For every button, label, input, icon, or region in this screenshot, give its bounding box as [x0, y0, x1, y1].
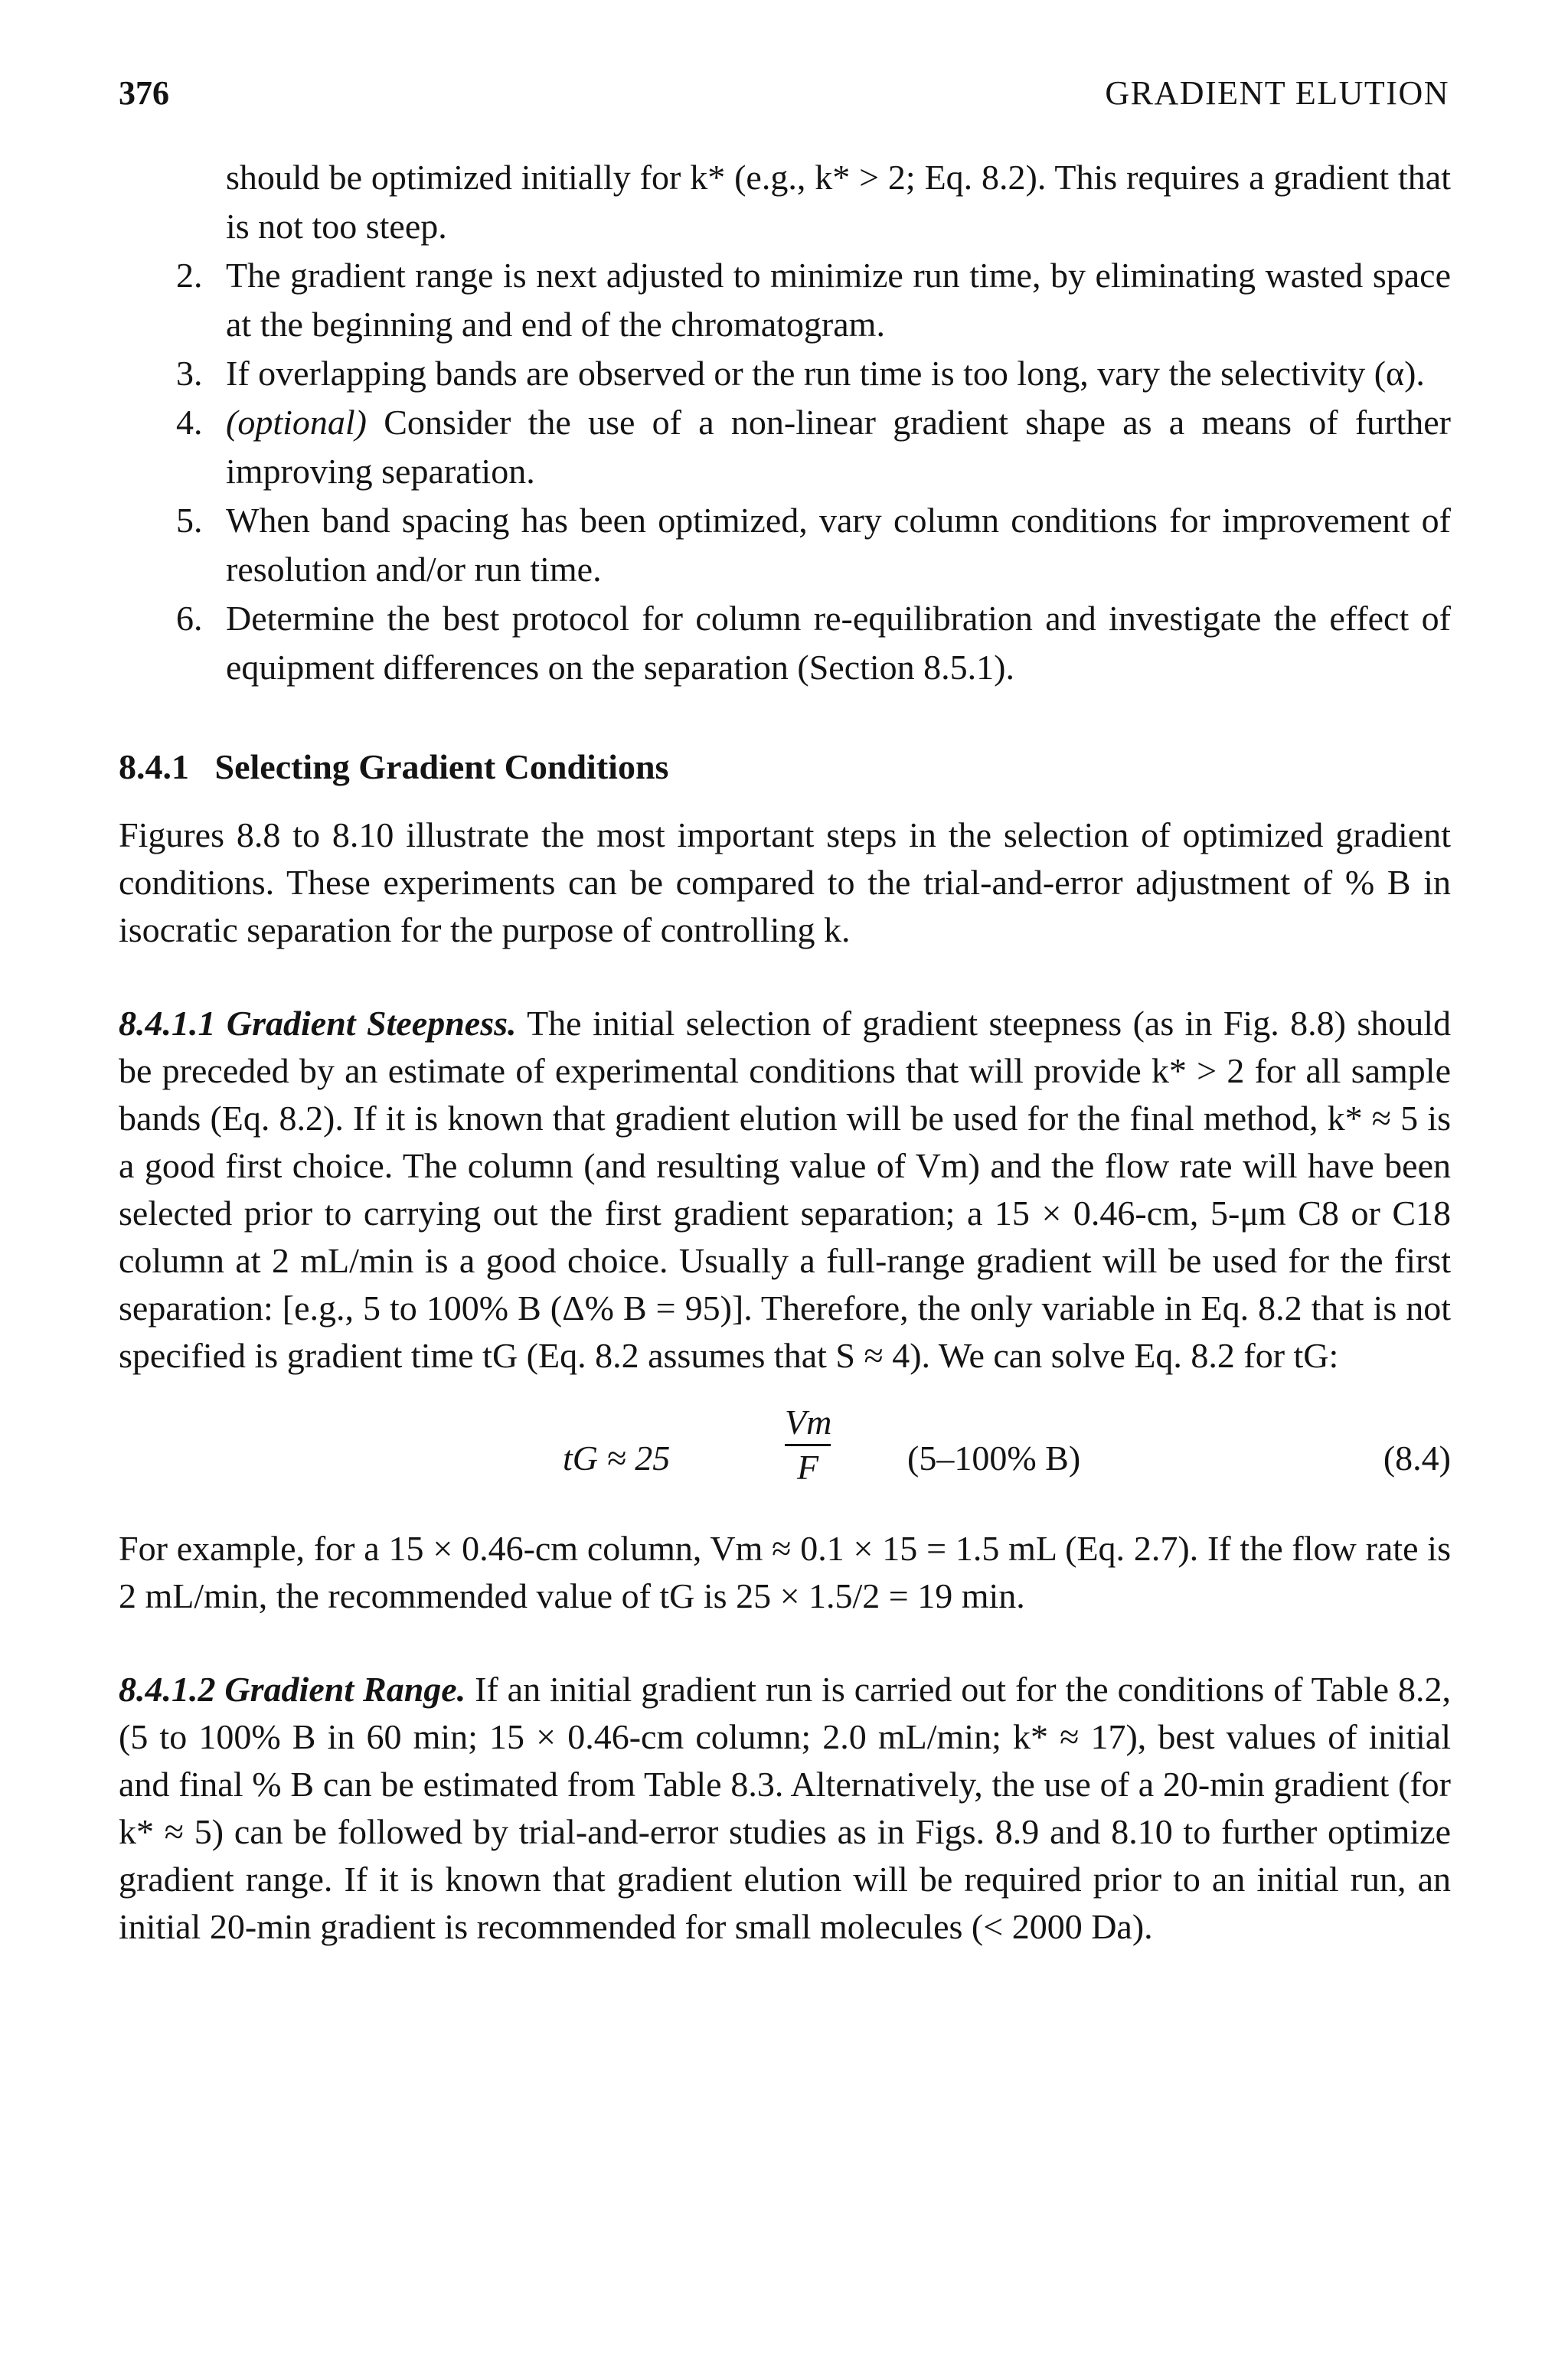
list-item [119, 251, 1451, 349]
subsection-steepness [119, 1000, 1451, 1380]
list-item-text: When band spacing has been optimized, vary column conditions for improvement of resolution and/or run time. [226, 501, 1451, 589]
list-item [119, 496, 1451, 594]
equation-numerator: Vm [785, 1403, 832, 1442]
list-item-number: 3. [176, 354, 203, 393]
fraction-bar [785, 1444, 831, 1446]
subsection-text: The initial selection of gradient steepness (as in Fig. 8.8) should be preceded by an estimate of experimental conditions that will provide k* > 2 for all sample bands (Eq. 8.2). If it is known that gradient elution will be used for the final method, k* ≈ 5 is a good first choice. The column (and resulting value of Vm) and the flow rate will have been selected prior to carrying out the first gradient separation; a 15 × 0.46-cm, 5-μm C8 or C18 column at 2 mL/min is a good choice. Usually a full-range gradient will be used for the first separation: [e.g., 5 to 100% B (Δ% B = 95)]. Therefore, the only variable in Eq. 8.2 that is not specified is gradient time tG (Eq. 8.2 assumes that S ≈ 4). We can solve Eq. 8.2 for tG: [119, 1004, 1452, 1375]
subsection-range [119, 1666, 1451, 1951]
equation-lhs: tG ≈ 25 [563, 1439, 671, 1478]
list-item-text: Determine the best protocol for column re-equilibration and investigate the effect of equipment differences on the separation (Section 8.5.1). [226, 599, 1451, 687]
section-title: Selecting Gradient Conditions [214, 747, 669, 786]
equation-fraction [785, 1403, 831, 1488]
list-item-text: should be optimized initially for k* (e.g., k* > 2; Eq. 8.2). This requires a gradient that is not too steep. [226, 158, 1451, 246]
list-item-emphasis: (optional) [226, 403, 367, 442]
list-item-text: The gradient range is next adjusted to minimize run time, by eliminating wasted space at the beginning and end of the chromatogram. [226, 256, 1451, 344]
section-number: 8.4.1 [119, 747, 189, 786]
list-item-number: 2. [176, 256, 203, 295]
equation-label: (8.4) [1383, 1439, 1451, 1478]
intro-paragraph: Figures 8.8 to 8.10 illustrate the most important steps in the selection of optimized gradient conditions. These experiments can be compared to the trial-and-error adjustment of % B in isocratic separation for the purpose of controlling k. [119, 815, 1451, 949]
subsection-number: 8.4.1.1 [119, 1004, 216, 1043]
equation-condition: (5–100% B) [907, 1439, 1081, 1478]
list-item-number: 5. [176, 501, 203, 540]
page-header [119, 73, 1449, 119]
page-number: 376 [119, 74, 169, 112]
list-item-number: 4. [176, 403, 203, 442]
subsection-title: Gradient Range. [224, 1670, 466, 1709]
list-item [119, 153, 1451, 251]
section-heading [119, 743, 1451, 792]
subsection-number: 8.4.1.2 [119, 1670, 216, 1709]
numbered-list [119, 153, 1451, 692]
list-item-text: If overlapping bands are observed or the run time is too long, vary the selectivity (α). [226, 354, 1425, 393]
list-item [119, 594, 1451, 692]
list-item [119, 349, 1451, 398]
page-body [119, 153, 1451, 1951]
subsection-title: Gradient Steepness. [226, 1004, 517, 1043]
list-item-text: Consider the use of a non-linear gradient shape as a means of further improving separation. [226, 403, 1451, 491]
example-paragraph: For example, for a 15 × 0.46-cm column, Vm ≈ 0.1 × 15 = 1.5 mL (Eq. 2.7). If the flow rate is 2 mL/min, the recommended value of tG is 25 × 1.5/2 = 19 min. [119, 1529, 1451, 1615]
list-item [119, 398, 1451, 496]
equation-denominator: F [796, 1448, 819, 1487]
running-head: GRADIENT ELUTION [1105, 74, 1449, 112]
subsection-text: If an initial gradient run is carried out for the conditions of Table 8.2, (5 to 100% B in 60 min; 15 × 0.46-cm column; 2.0 mL/min; k* ≈ 17), best values of initial and final % B can be estimated from Table 8.3. Alternatively, the use of a 20-min gradient (for k* ≈ 5) can be followed by trial-and-error studies as in Figs. 8.9 and 8.10 to further optimize gradient range. If it is known that gradient elution will be required prior to an initial run, an initial 20-min gradient is recommended for small molecules (< 2000 Da). [119, 1670, 1452, 1946]
equation-8-4 [119, 1395, 1451, 1510]
list-item-number: 6. [176, 599, 203, 638]
